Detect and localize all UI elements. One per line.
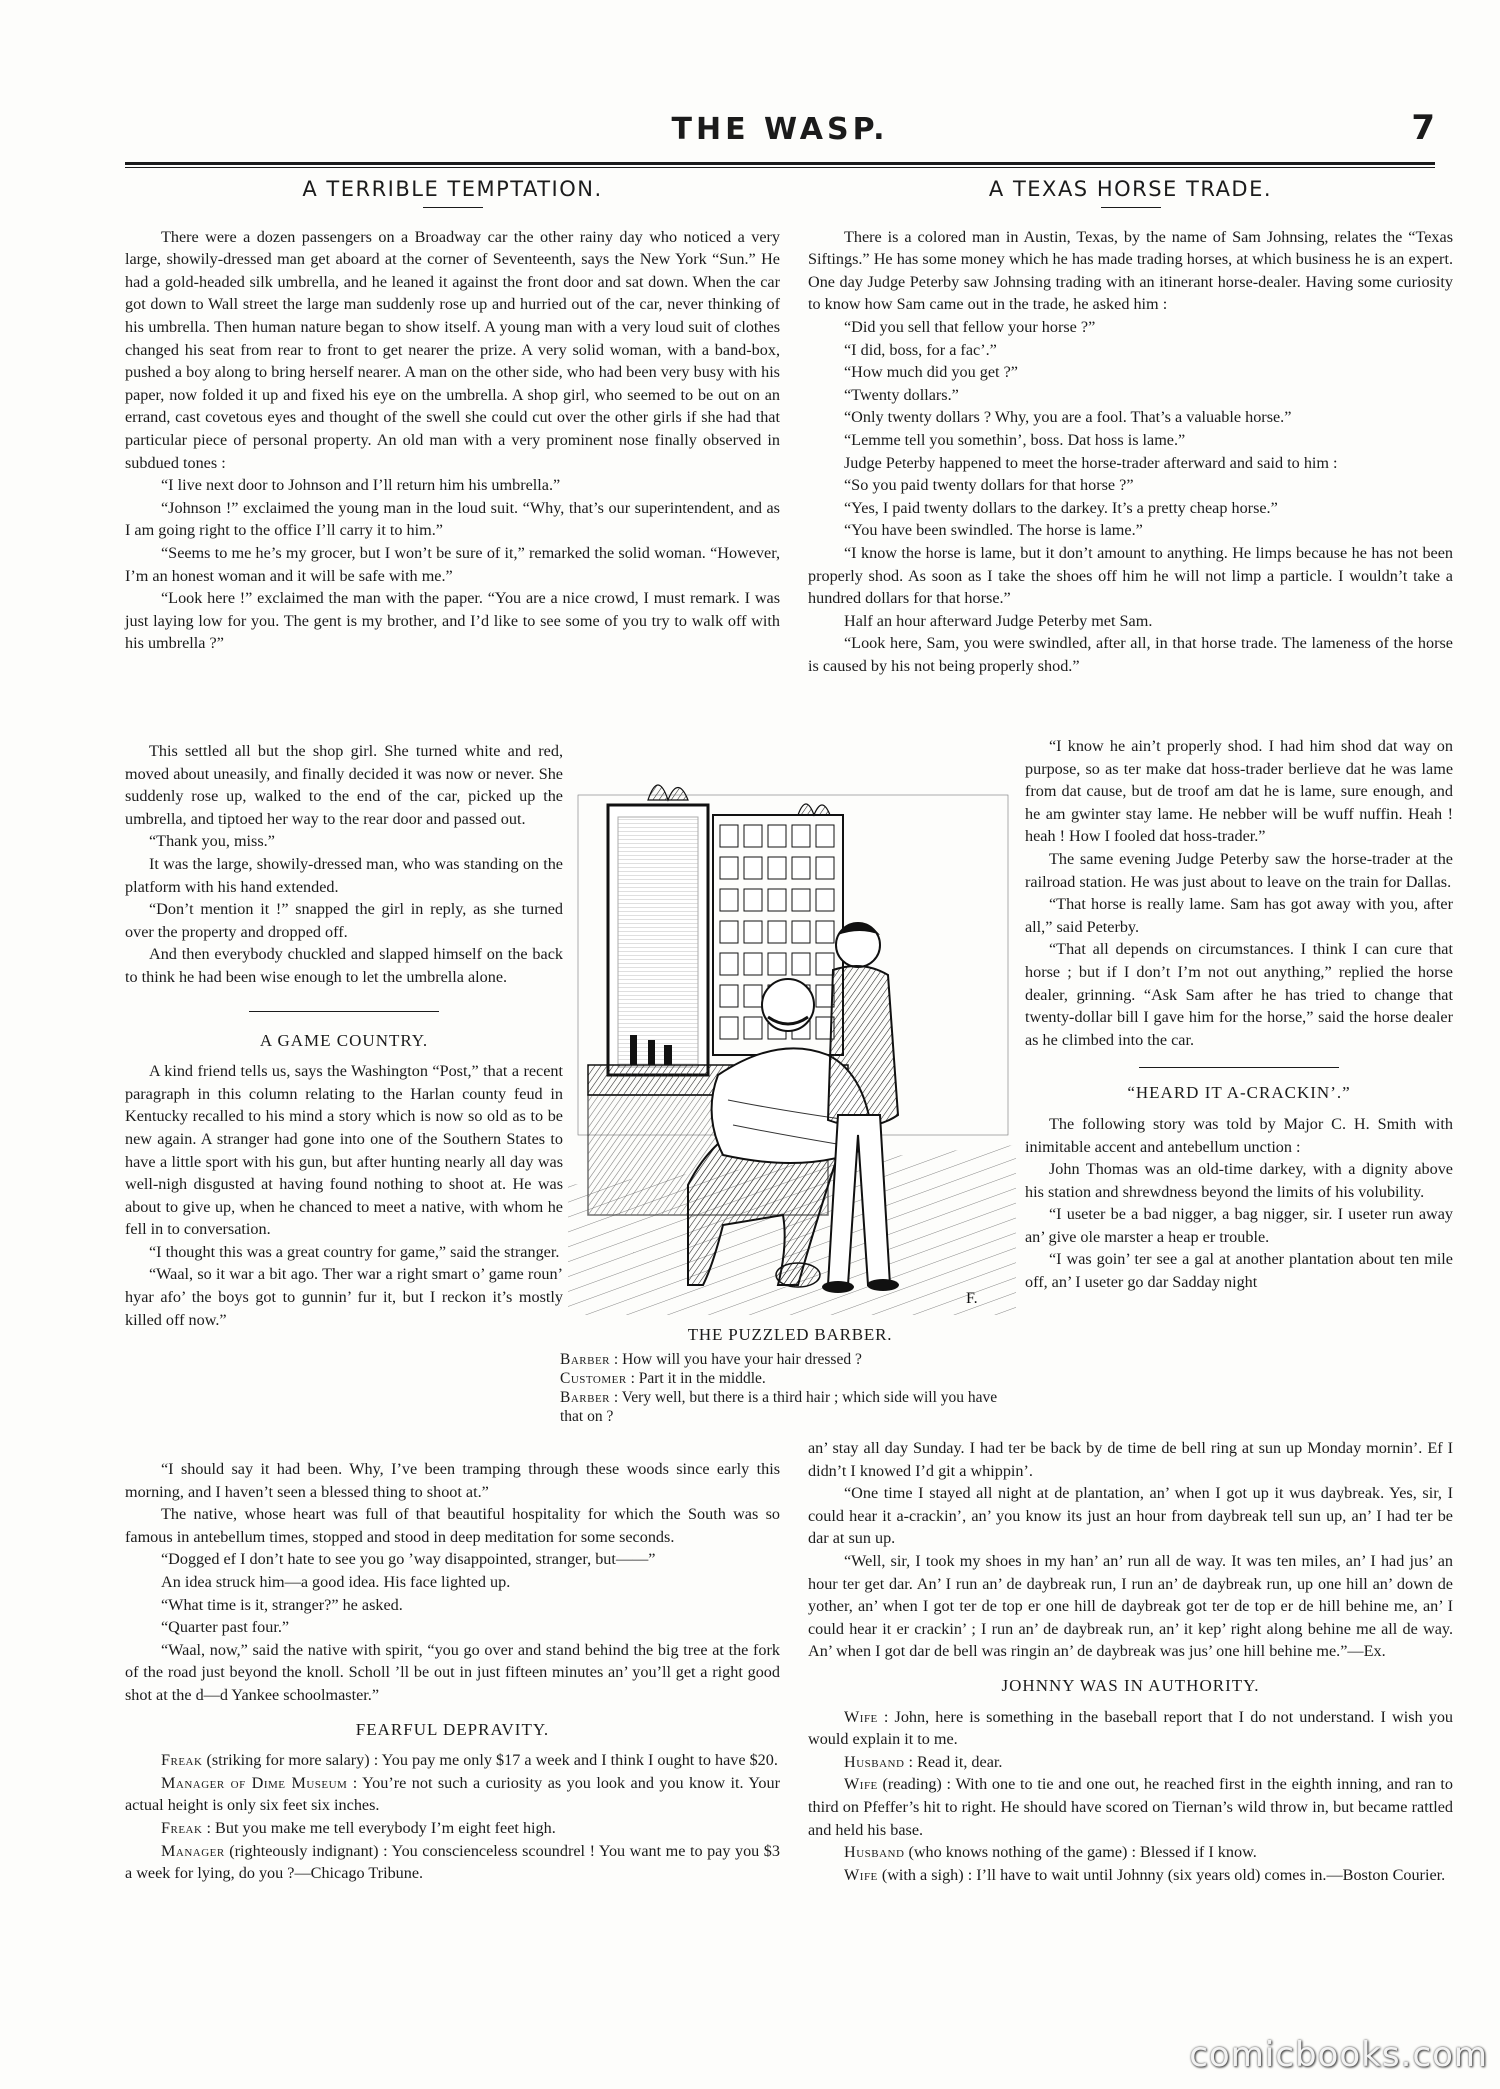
shaving-cup: [816, 921, 834, 943]
line-text: Read it, dear.: [917, 1752, 1003, 1771]
line-text: You pay me only $17 a week and I think I ought to have $20.: [381, 1751, 778, 1770]
page-number: 7: [1411, 108, 1435, 148]
paragraph: Half an hour afterward Judge Peterby met Sam.: [844, 611, 1153, 630]
article-title: JOHNNY WAS IN AUTHORITY.: [1001, 1675, 1260, 1695]
paragraph: “That horse is really lame. Sam has got away with you, after all,” said Peterby.: [1025, 895, 1453, 936]
section-divider: [249, 1011, 439, 1012]
paragraph: “Waal, so it war a bit ago. Ther war a right smart o’ game roun’ hyar afo’ the boys got to gunnin’ fur it, but I reckon it’s mostly killed off now.”: [125, 1265, 563, 1329]
barber-vest: [828, 966, 898, 1126]
shaving-cup: [816, 889, 834, 911]
stage-note: (who knows nothing of the game) :: [904, 1843, 1141, 1862]
right-narrow-column: [1025, 735, 1453, 1294]
article-title: A GAME COUNTRY.: [259, 1030, 429, 1050]
article-texas-horse-trade: [808, 170, 1453, 677]
article-title: A TERRIBLE TEMPTATION.: [302, 177, 603, 201]
paragraph: “How much did you get ?”: [844, 363, 1018, 382]
paragraph: “I know he ain’t properly shod. I had him shod dat way on purpose, so as ter make dat hoss-trader berlieve dat he was lame from dat cause, but de troof am dat he is lame, sure enough, and he am gwinter stay lame. He nebber will be wuff nuffin. Heah ! heah ! How I fooled dat hoss-trader.”: [1025, 737, 1453, 846]
paragraph: “I was goin’ ter see a gal at another plantation about ten mile off, an’ I useter go dar Sadday night: [1025, 1250, 1453, 1292]
stage-note: :: [202, 1818, 216, 1837]
bottle: [664, 1045, 672, 1065]
line-text: Blessed if I know.: [1140, 1843, 1257, 1862]
line-text: Very well, but there is a third hair ; which side will you have that on ?: [560, 1389, 998, 1425]
shaving-cup: [720, 921, 738, 943]
dialogue-line: [808, 1751, 1453, 1774]
bottle: [630, 1035, 637, 1065]
barber-illustration: [568, 755, 1016, 1315]
shaving-cup: [792, 857, 810, 879]
shaving-cup: [744, 985, 762, 1007]
shaving-cup: [744, 889, 762, 911]
paragraph: “So you paid twenty dollars for that horse ?”: [844, 476, 1134, 495]
paragraph: “Don’t mention it !” snapped the girl in reply, as she turned over the property and dropped off.: [125, 900, 563, 941]
stage-note: (reading) :: [877, 1775, 956, 1794]
paragraph: “Only twenty dollars ? Why, you are a fool. That’s a valuable horse.”: [844, 408, 1292, 427]
line-text: Part it in the middle.: [638, 1370, 766, 1387]
cartoon-caption: [560, 1325, 1020, 1426]
speaker: Wife: [844, 1865, 878, 1884]
paragraph: “Lemme tell you somethin’, boss. Dat hoss is lame.”: [844, 430, 1186, 449]
watermark: comicbooks.com: [1189, 2035, 1488, 2075]
spittoon: [776, 1263, 820, 1287]
line-text: But you make me tell everybody I’m eight feet high.: [215, 1818, 556, 1837]
stage-note: :: [877, 1707, 895, 1726]
artist-signature: F.: [966, 1290, 978, 1307]
shaving-cup: [792, 825, 810, 847]
dialogue-line: [808, 1841, 1453, 1864]
line-text: How will you have your hair dressed ?: [622, 1351, 862, 1368]
shaving-cup: [792, 953, 810, 975]
shaving-cup: [792, 889, 810, 911]
caption-title: THE PUZZLED BARBER.: [687, 1325, 893, 1344]
stage-note: :: [904, 1752, 918, 1771]
paragraph: “Twenty dollars.”: [844, 385, 959, 404]
paragraph: “I useter be a bad nigger, a bag nigger, sir. I useter run away an’ give ole marster a heap er trouble.: [1025, 1205, 1453, 1246]
paragraph: “I thought this was a great country for game,” said the stranger.: [149, 1242, 560, 1261]
left-narrow-column: [125, 740, 563, 1331]
paragraph: “Well, sir, I took my shoes in my han’ an’ run all de way. It was ten miles, an’ I had jus’ an hour ter get dar. An’ I run an’ de daybreak run, I run an’ de daybreak run, up one hill an’ down de yother, an’ when I got ter de top er one hill de daybreak got ter de top er de hill behine me, an’ I could hear it er crackin’ ; I run an’ de daybreak run, an’ it kep’ right along behine me all de way. An’ when I got dar de bell was ringin an’ de daybreak was jus’ one hill behine me.”—Ex.: [808, 1551, 1453, 1661]
article-heard-it-crackin-cont: [808, 1437, 1453, 1886]
paragraph: “I know the horse is lame, but it don’t amount to anything. He limps because he has not been properly shod. As soon as I take the shoes off him he will not limp a particle. I wouldn’t take a hundred dollars for that horse.”: [808, 543, 1453, 608]
paragraph: “I did, boss, for a fac’.”: [844, 340, 997, 359]
shaving-cup: [744, 857, 762, 879]
paragraph: The same evening Judge Peterby saw the horse-trader at the railroad station. He was just about to leave on the train for Dallas.: [1025, 849, 1453, 891]
article-game-country-cont: [125, 1458, 780, 1885]
shaving-cup: [720, 857, 738, 879]
paragraph: “Look here, Sam, you were swindled, after all, in that horse trade. The lameness of the horse is caused by his not being properly shod.”: [808, 634, 1453, 675]
shaving-cup: [744, 1017, 762, 1039]
paragraph: It was the large, showily-dressed man, who was standing on the platform with his hand extended.: [125, 854, 563, 896]
stage-note: (with a sigh) :: [877, 1865, 977, 1884]
shaving-cup: [720, 1017, 738, 1039]
paragraph: “That all depends on circumstances. I think I can cure that horse ; but if I don’t I’m not out anything,” replied the horse dealer, grinning. “Ask Sam after he has tried to change that twenty-dollar bill I gave him for the horse,” said the horse dealer as he climbed into the car.: [1025, 940, 1453, 1049]
ornament: [648, 785, 688, 800]
paragraph: “I live next door to Johnson and I’ll return him his umbrella.”: [161, 476, 561, 495]
paragraph: “I should say it had been. Why, I’ve been tramping through these woods since early this morning, and I haven’t seen a blessed thing to shoot at.”: [125, 1460, 780, 1501]
speaker: Husband: [844, 1843, 905, 1862]
paragraph: an’ stay all day Sunday. I had ter be back by de time de bell ring at sun up Monday mornin’. Ef I didn’t I knowed I’d git a whippin’.: [808, 1439, 1453, 1480]
paragraph: “What time is it, stranger?” he asked.: [161, 1595, 403, 1614]
paragraph: “Dogged ef I don’t hate to see you go ’way disappointed, stranger, but——”: [161, 1550, 656, 1569]
line-text: You’re not such a curiosity as you look and you know it. Your actual height is only six feet six inches.: [125, 1773, 780, 1815]
shaving-cup: [768, 857, 786, 879]
section-divider: [1139, 1067, 1339, 1068]
paragraph: “Look here !” exclaimed the man with the paper. “You are a nice crowd, I must remark. I was just laying low for you. The gent is my brother, and I’d like to see some of you try to walk off with his umbrella ?”: [125, 589, 780, 653]
paragraph: There is a colored man in Austin, Texas, by the name of Sam Johnsing, relates the “Texas Siftings.” He has some money which he has made trading horses, at which business he is an expert. One day Judge Peterby saw Johnsing trading with an itinerant horse-dealer. Having some curiosity to know how Sam came out in the trade, he asked him :: [808, 227, 1453, 314]
shaving-cup: [768, 889, 786, 911]
ornament: [798, 804, 830, 815]
shaving-cup: [768, 953, 786, 975]
paragraph: John Thomas was an old-time darkey, with a dignity above his station and shrewdness beyond the limits of his volubility.: [1025, 1160, 1453, 1201]
paragraph: “Johnson !” exclaimed the young man in the loud suit. “Why, that’s our superintendent, and as I am going right to the office I’ll carry it to him.”: [125, 498, 780, 540]
speaker: Wife: [844, 1775, 878, 1794]
paragraph: “Did you sell that fellow your horse ?”: [844, 317, 1096, 336]
paragraph: “Seems to me he’s my grocer, but I won’t be sure of it,” remarked the solid woman. “However, I’m an honest woman and it will be safe with me.”: [125, 543, 780, 585]
caption-line: Barber : How will you have your hair dressed ?: [560, 1351, 862, 1368]
title-rule: [423, 207, 483, 208]
paragraph: “Waal, now,” said the native with spirit, “you go over and stand behind the big tree at the fork of the road just beyond the knoll. Scholl ’ll be out in just fifteen minutes an’ you’ll get a right good shot at the d—d Yankee schoolmaster.”: [125, 1640, 780, 1704]
shaving-cup: [816, 857, 834, 879]
caption-line: Barber : Very well, but there is a third hair ; which side will you have that on ?: [560, 1389, 998, 1425]
dialogue-line: [808, 1864, 1453, 1887]
paragraph: An idea struck him—a good idea. His face lighted up.: [161, 1572, 511, 1591]
paragraph: “One time I stayed all night at de plantation, an’ when I got up it wus daybreak. Yes, sir, I could hear it a-crackin’, an’ you know its just an hour from daybreak tell sun up, an’ I had ter be dar at sun up.: [808, 1484, 1453, 1548]
shaving-cup: [720, 985, 738, 1007]
paragraph: A kind friend tells us, says the Washington “Post,” that a recent paragraph in this column relating to the Harlan county feud in Kentucky recalled to his mind a story which is now so old as to be new again. A stranger had gone into one of the Southern States to have a little sport with his gun, but after hunting nearly all day was well-nigh disgusted at having found nothing to shoot at. He was about to give up, when he chanced to meet a native, with whom he fell in to conversation.: [125, 1062, 563, 1239]
speaker: Barber: [560, 1351, 611, 1368]
shaving-cup: [768, 921, 786, 943]
stage-note: (righteously indignant) :: [224, 1841, 392, 1860]
dialogue-line: [808, 1706, 1453, 1751]
line-text: I’ll have to wait until Johnny (six years old) comes in.—Boston Courier.: [976, 1865, 1446, 1884]
article-title: FEARFUL DEPRAVITY.: [355, 1719, 550, 1739]
shaving-cup: [720, 889, 738, 911]
dialogue-line: [808, 1773, 1453, 1841]
header-rule: [125, 162, 1435, 165]
shaving-cup: [720, 825, 738, 847]
paragraph: There were a dozen passengers on a Broadway car the other rainy day who noticed a very large, showily-dressed man get aboard at the corner of Seventeenth, says the New York “Sun.” He had a gold-headed silk umbrella, and he leaned it against the front door and sat down. When the car got down to Wall street the large man suddenly rose up and hurried out of the car, never thinking of his umbrella. Then human nature began to show itself. A young man with a very loud suit of clothes changed his seat from rear to front to get nearer the prize. A very solid woman, with a band-box, pushed a boy along to bring herself nearer. A man on the other side, who had been very busy with his paper, now folded it up and fixed his eye on the umbrella. A shop girl, who seemed to be out on an errand, cast covetous eyes and thought of the swell she could cut over the other girls if she had that particular piece of personal property. An old man with a very prominent nose finally observed in subdued tones :: [125, 227, 780, 472]
paragraph: “Thank you, miss.”: [149, 832, 275, 851]
paragraph: “You have been swindled. The horse is lame.”: [844, 521, 1143, 540]
paragraph: “Quarter past four.”: [161, 1618, 290, 1637]
line-text: John, here is something in the baseball report that I do not understand. I wish you would explain it to me.: [808, 1707, 1454, 1749]
stage-note: :: [347, 1773, 363, 1792]
page-header: [125, 108, 1435, 158]
speaker: Husband: [844, 1752, 905, 1771]
shaving-cup: [744, 921, 762, 943]
speaker: Wife: [844, 1707, 878, 1726]
article-terrible-temptation: [125, 170, 780, 655]
speaker: Customer: [560, 1370, 627, 1387]
paragraph: Judge Peterby happened to meet the horse-trader afterward and said to him :: [844, 453, 1338, 472]
paragraph: And then everybody chuckled and slapped himself on the back to think he had been wise enough to let the umbrella alone.: [125, 945, 563, 986]
paragraph: The native, whose heart was full of that beautiful hospitality for which the South was so famous in antebellum times, stopped and stood in deep meditation for some seconds.: [125, 1505, 780, 1546]
speaker: Freak: [161, 1751, 203, 1770]
shaving-cup: [744, 953, 762, 975]
line-text: With one to tie and one out, he reached first in the eighth inning, and ran to third on Pfeffer’s hit to right. He should have scored on Tiernan’s wild throw in, but became rattled and held his base.: [808, 1775, 1453, 1839]
shaving-cup: [768, 825, 786, 847]
paragraph: The following story was told by Major C. H. Smith with inimitable accent and antebellum unction :: [1025, 1114, 1453, 1156]
barber-engraving: [568, 755, 1016, 1315]
dialogue-line: [125, 1772, 780, 1817]
caption-line: Customer : Part it in the middle.: [560, 1370, 766, 1387]
speaker: Manager of Dime Museum: [161, 1773, 348, 1792]
bottle: [648, 1040, 655, 1065]
speaker: Manager: [161, 1841, 225, 1860]
article-title: A TEXAS HORSE TRADE.: [988, 177, 1273, 201]
header-rule-thin: [125, 167, 1435, 168]
stage-note: (striking for more salary) :: [202, 1751, 382, 1770]
title-rule: [1101, 207, 1161, 208]
dialogue-line: [125, 1817, 780, 1840]
paragraph: “Yes, I paid twenty dollars to the darkey. It’s a pretty cheap horse.”: [844, 498, 1278, 517]
paragraph: This settled all but the shop girl. She turned white and red, moved about uneasily, and finally decided it was now or never. She suddenly rose up, walked to the end of the car, picked up the umbrella, and tiptoed her way to the rear door and passed out.: [125, 742, 563, 828]
shaving-cup: [816, 825, 834, 847]
shaving-cup: [792, 921, 810, 943]
dialogue-line: [125, 1840, 780, 1885]
shaving-cup: [744, 825, 762, 847]
shaving-cup: [816, 953, 834, 975]
article-title: “HEARD IT A-CRACKIN’.”: [1127, 1083, 1351, 1103]
masthead: THE WASP.: [671, 112, 889, 147]
shaving-cup: [720, 953, 738, 975]
speaker: Barber: [560, 1389, 611, 1406]
line-text: You conscienceless scoundrel ! You want me to pay you $3 a week for lying, do you ?—Chicago Tribune.: [125, 1841, 780, 1883]
speaker: Freak: [161, 1818, 203, 1837]
dialogue-line: [125, 1749, 780, 1772]
